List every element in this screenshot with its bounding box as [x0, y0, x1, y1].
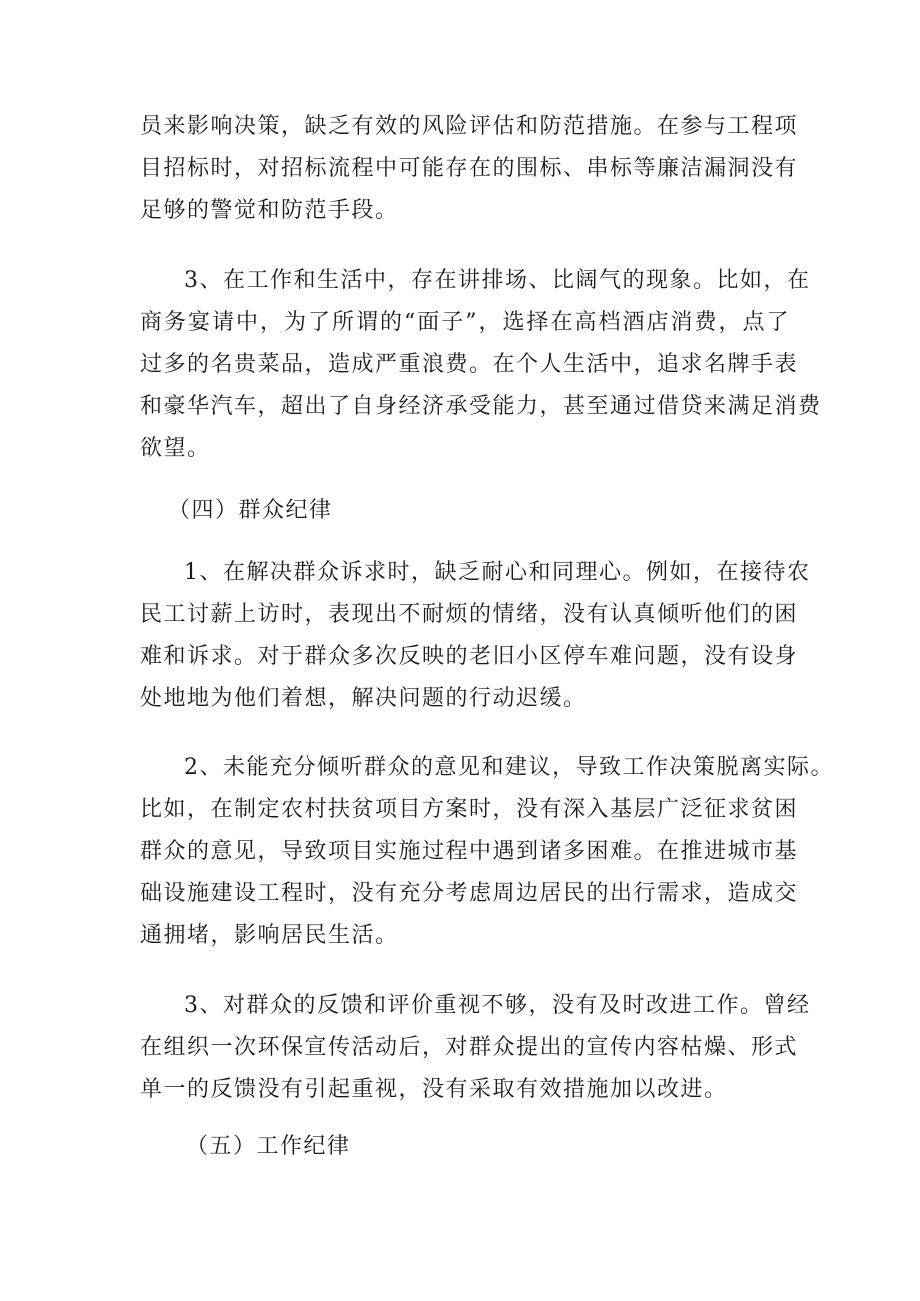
text-line: 3、在工作和生活中，存在讲排场、比阔气的现象。比如，在 — [184, 268, 811, 293]
paragraph-mass-appeals — [140, 552, 811, 720]
text-line: 足够的警觉和防范手段。 — [140, 198, 399, 223]
text-line: 处地地为他们着想，解决问题的行动迟缓。 — [140, 686, 587, 711]
text-line: 群众的意见，导致项目实施过程中遇到诸多困难。在推进城市基 — [140, 839, 799, 864]
paragraph-feedback — [140, 985, 811, 1111]
text-line: 过多的名贵菜品，造成严重浪费。在个人生活中，追求名牌手表 — [140, 352, 799, 377]
text-line: 在组织一次环保宣传活动后，对群众提出的宣传内容枯燥、形式 — [140, 1035, 799, 1060]
text-line: 民工讨薪上访时，表现出不耐烦的情绪，没有认真倾听他们的困 — [140, 602, 799, 627]
text-line: 1、在解决群众诉求时，缺乏耐心和同理心。例如，在接待农 — [184, 560, 811, 585]
section-heading-mass-discipline: （四）群众纪律 — [168, 498, 333, 523]
text-line: 础设施建设工程时，没有充分考虑周边居民的出行需求，造成交 — [140, 881, 799, 906]
text-line: 2、未能充分倾听群众的意见和建议，导致工作决策脱离实际。 — [184, 755, 834, 780]
text-line: 和豪华汽车，超出了自身经济承受能力，甚至通过借贷来满足消费 — [140, 394, 822, 419]
paragraph-extravagance — [140, 260, 822, 470]
text-line: 比如，在制定农村扶贫项目方案时，没有深入基层广泛征求贫困 — [140, 797, 799, 822]
text-line: 3、对群众的反馈和评价重视不够，没有及时改进工作。曾经 — [184, 993, 811, 1018]
text-line: 目招标时，对招标流程中可能存在的围标、串标等廉洁漏洞没有 — [140, 156, 799, 181]
paragraph-listen-opinions — [140, 747, 834, 957]
section-heading-work-discipline: （五）工作纪律 — [186, 1134, 351, 1159]
text-line: 欲望。 — [140, 436, 211, 461]
text-line: 单一的反馈没有引起重视，没有采取有效措施加以改进。 — [140, 1077, 728, 1102]
text-line: 通拥堵，影响居民生活。 — [140, 923, 399, 948]
text-line: 商务宴请中，为了所谓的“面子”，选择在高档酒店消费，点了 — [140, 310, 790, 335]
paragraph-risk-prevention — [140, 106, 799, 232]
text-line: 员来影响决策，缺乏有效的风险评估和防范措施。在参与工程项 — [140, 114, 799, 139]
text-line: 难和诉求。对于群众多次反映的老旧小区停车难问题，没有设身 — [140, 644, 799, 669]
